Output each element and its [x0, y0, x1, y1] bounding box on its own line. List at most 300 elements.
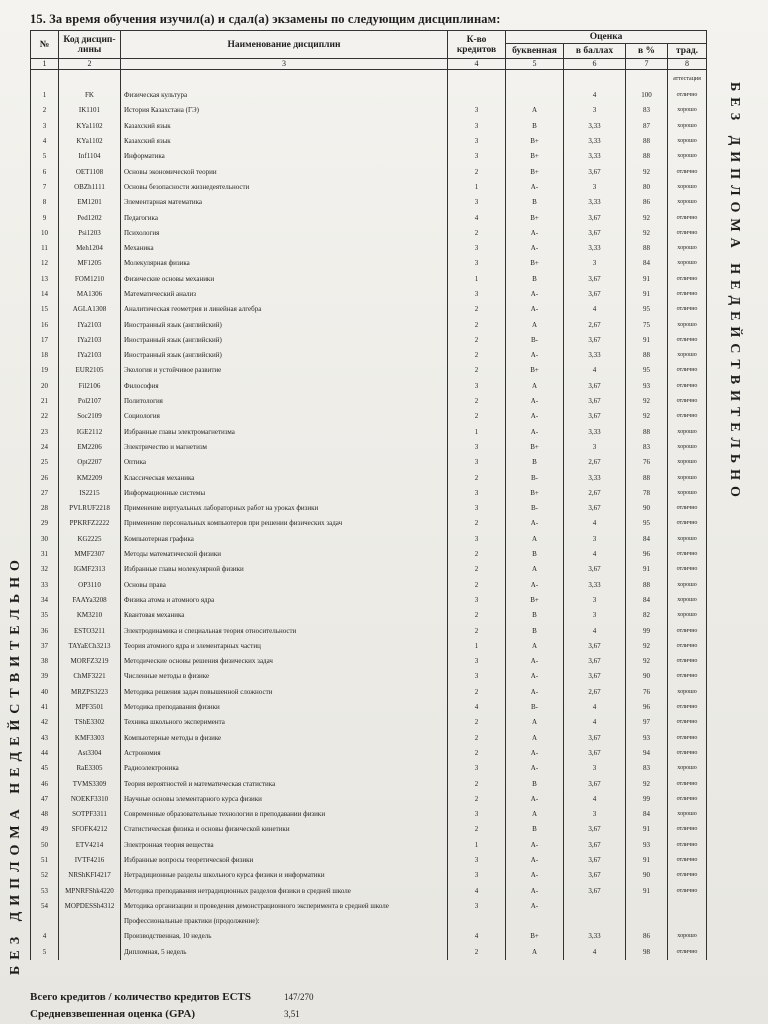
- traditional-grade: хорошо: [668, 195, 707, 210]
- letter-grade: A-: [506, 792, 564, 807]
- letter-grade: B: [506, 776, 564, 791]
- header-num: №: [31, 31, 59, 59]
- discipline-code: IYa2103: [59, 348, 121, 363]
- points-grade: [564, 70, 626, 89]
- traditional-grade: хорошо: [668, 149, 707, 164]
- header-code: Код дисцип-лины: [59, 31, 121, 59]
- points-grade: 4: [564, 623, 626, 638]
- header-index: 3: [121, 59, 448, 70]
- points-grade: 3,33: [564, 241, 626, 256]
- discipline-code: FK: [59, 88, 121, 103]
- discipline-name: Основы права: [121, 578, 448, 593]
- discipline-name: Электродинамика и специальная теория относительности: [121, 623, 448, 638]
- points-grade: 3,67: [564, 776, 626, 791]
- header-credits: К-во кредитов: [448, 31, 506, 59]
- discipline-name: Избранные вопросы теоретической физики: [121, 853, 448, 868]
- traditional-grade: отлично: [668, 501, 707, 516]
- row-number: 34: [31, 593, 59, 608]
- row-number: 14: [31, 287, 59, 302]
- table-row: [31, 516, 707, 531]
- discipline-code: KYa1102: [59, 119, 121, 134]
- table-row: [31, 639, 707, 654]
- letter-grade: A: [506, 532, 564, 547]
- header-letter: буквенная: [506, 44, 564, 59]
- traditional-grade: отлично: [668, 88, 707, 103]
- discipline-code: MF1205: [59, 256, 121, 271]
- letter-grade: A-: [506, 746, 564, 761]
- discipline-code: AGLA1308: [59, 302, 121, 317]
- percent-grade: 92: [626, 164, 668, 179]
- credits-cell: 4: [448, 210, 506, 225]
- traditional-grade: отлично: [668, 394, 707, 409]
- row-number: [31, 70, 59, 89]
- traditional-grade: хорошо: [668, 134, 707, 149]
- side-watermark-right: БЕЗ ДИПЛОМА НЕДЕЙСТВИТЕЛЬНО: [727, 82, 742, 503]
- header-index: 7: [626, 59, 668, 70]
- discipline-name: Применение виртуальных лабораторных работ на уроках физики: [121, 501, 448, 516]
- discipline-code: IVTF4216: [59, 853, 121, 868]
- credits-cell: 3: [448, 761, 506, 776]
- percent-grade: 78: [626, 486, 668, 501]
- row-number: 41: [31, 700, 59, 715]
- discipline-code: FAAYa3208: [59, 593, 121, 608]
- traditional-grade: хорошо: [668, 348, 707, 363]
- traditional-grade: хорошо: [668, 807, 707, 822]
- row-number: 42: [31, 715, 59, 730]
- percent-grade: 90: [626, 868, 668, 883]
- row-number: 5: [31, 945, 59, 960]
- header-index: 6: [564, 59, 626, 70]
- discipline-code: TAYaECh3213: [59, 639, 121, 654]
- percent-grade: 91: [626, 562, 668, 577]
- points-grade: 2,67: [564, 455, 626, 470]
- discipline-code: IS2215: [59, 486, 121, 501]
- letter-grade: A-: [506, 868, 564, 883]
- table-row: [31, 547, 707, 562]
- letter-grade: B+: [506, 164, 564, 179]
- percent-grade: 83: [626, 761, 668, 776]
- discipline-name: Физическая культура: [121, 88, 448, 103]
- credits-cell: 3: [448, 287, 506, 302]
- percent-grade: 86: [626, 929, 668, 944]
- letter-grade: B: [506, 195, 564, 210]
- row-number: 2: [31, 103, 59, 118]
- discipline-name: Теория вероятностей и математическая статистика: [121, 776, 448, 791]
- percent-grade: 91: [626, 272, 668, 287]
- credits-cell: 3: [448, 486, 506, 501]
- points-grade: 3: [564, 103, 626, 118]
- letter-grade: B+: [506, 486, 564, 501]
- letter-grade: B+: [506, 929, 564, 944]
- traditional-grade: отлично: [668, 164, 707, 179]
- discipline-name: Основы безопасности жизнедеятельности: [121, 180, 448, 195]
- discipline-code: EM2206: [59, 440, 121, 455]
- table-row: [31, 210, 707, 225]
- row-number: 52: [31, 868, 59, 883]
- credits-cell: 3: [448, 501, 506, 516]
- points-grade: 3,67: [564, 669, 626, 684]
- traditional-grade: хорошо: [668, 455, 707, 470]
- letter-grade: A: [506, 317, 564, 332]
- traditional-grade: хорошо: [668, 929, 707, 944]
- percent-grade: 76: [626, 455, 668, 470]
- row-number: 31: [31, 547, 59, 562]
- letter-grade: B-: [506, 333, 564, 348]
- row-number: 22: [31, 409, 59, 424]
- points-grade: 3: [564, 761, 626, 776]
- percent-grade: 95: [626, 363, 668, 378]
- row-number: 6: [31, 164, 59, 179]
- table-row: [31, 440, 707, 455]
- discipline-name: Астрономия: [121, 746, 448, 761]
- discipline-name: Классическая механика: [121, 470, 448, 485]
- credits-cell: 2: [448, 715, 506, 730]
- points-grade: 3,67: [564, 409, 626, 424]
- row-number: 30: [31, 532, 59, 547]
- credits-cell: 2: [448, 363, 506, 378]
- credits-cell: 2: [448, 608, 506, 623]
- gpa-label: Средневзвешенная оценка (GPA): [30, 1008, 196, 1020]
- traditional-grade: хорошо: [668, 425, 707, 440]
- points-grade: 3: [564, 532, 626, 547]
- points-grade: [564, 899, 626, 914]
- percent-grade: 92: [626, 654, 668, 669]
- discipline-name: Квантовая механика: [121, 608, 448, 623]
- credits-cell: 3: [448, 241, 506, 256]
- discipline-name: Применение персональных компьютеров при решении физических задач: [121, 516, 448, 531]
- header-trad: трад.: [668, 44, 707, 59]
- row-number: 1: [31, 88, 59, 103]
- credits-cell: 1: [448, 180, 506, 195]
- row-number: 29: [31, 516, 59, 531]
- table-row: [31, 945, 707, 960]
- percent-grade: 83: [626, 440, 668, 455]
- table-row: [31, 792, 707, 807]
- discipline-code: SFOFK4212: [59, 822, 121, 837]
- table-row: [31, 807, 707, 822]
- letter-grade: B: [506, 608, 564, 623]
- percent-grade: 100: [626, 88, 668, 103]
- traditional-grade: отлично: [668, 302, 707, 317]
- row-number: 16: [31, 317, 59, 332]
- discipline-name: Философия: [121, 379, 448, 394]
- discipline-code: TVMS3309: [59, 776, 121, 791]
- traditional-grade: хорошо: [668, 685, 707, 700]
- traditional-grade: отлично: [668, 883, 707, 898]
- traditional-grade: отлично: [668, 562, 707, 577]
- traditional-grade: отлично: [668, 333, 707, 348]
- percent-grade: 88: [626, 134, 668, 149]
- points-grade: 3,67: [564, 730, 626, 745]
- row-number: [31, 914, 59, 929]
- points-grade: 4: [564, 547, 626, 562]
- discipline-name: Иностранный язык (английский): [121, 348, 448, 363]
- row-number: 9: [31, 210, 59, 225]
- header-index: 8: [668, 59, 707, 70]
- discipline-code: [59, 914, 121, 929]
- discipline-name: Математический анализ: [121, 287, 448, 302]
- row-number: 45: [31, 761, 59, 776]
- traditional-grade: отлично: [668, 210, 707, 225]
- percent-grade: [626, 899, 668, 914]
- points-grade: 3,67: [564, 822, 626, 837]
- letter-grade: A-: [506, 241, 564, 256]
- discipline-code: [59, 945, 121, 960]
- row-number: 39: [31, 669, 59, 684]
- discipline-name: Методика преподавания физики: [121, 700, 448, 715]
- discipline-code: KG2225: [59, 532, 121, 547]
- points-grade: 3,67: [564, 394, 626, 409]
- letter-grade: A: [506, 730, 564, 745]
- percent-grade: 92: [626, 639, 668, 654]
- discipline-code: Opt2207: [59, 455, 121, 470]
- points-grade: 3: [564, 593, 626, 608]
- discipline-code: NRShKFI4217: [59, 868, 121, 883]
- traditional-grade: хорошо: [668, 256, 707, 271]
- letter-grade: A-: [506, 348, 564, 363]
- percent-grade: 88: [626, 348, 668, 363]
- table-row: [31, 363, 707, 378]
- discipline-code: KMF3303: [59, 730, 121, 745]
- table-row: [31, 470, 707, 485]
- percent-grade: 76: [626, 685, 668, 700]
- discipline-code: PVLRUF2218: [59, 501, 121, 516]
- credits-cell: 2: [448, 562, 506, 577]
- discipline-code: MPNRFShk4220: [59, 883, 121, 898]
- credits-cell: 3: [448, 195, 506, 210]
- credits-cell: 3: [448, 853, 506, 868]
- points-grade: 3,33: [564, 578, 626, 593]
- letter-grade: A-: [506, 180, 564, 195]
- row-number: 25: [31, 455, 59, 470]
- table-row: [31, 868, 707, 883]
- discipline-name: Информационные системы: [121, 486, 448, 501]
- points-grade: 3: [564, 180, 626, 195]
- traditional-grade: [668, 914, 707, 929]
- row-number: 37: [31, 639, 59, 654]
- points-grade: 4: [564, 363, 626, 378]
- row-number: 4: [31, 134, 59, 149]
- credits-cell: 2: [448, 578, 506, 593]
- discipline-name: Методы математической физики: [121, 547, 448, 562]
- row-number: 51: [31, 853, 59, 868]
- row-number: 53: [31, 883, 59, 898]
- table-row: [31, 838, 707, 853]
- credits-cell: [448, 914, 506, 929]
- percent-grade: 92: [626, 210, 668, 225]
- traditional-grade: отлично: [668, 409, 707, 424]
- row-number: 15: [31, 302, 59, 317]
- credits-cell: 2: [448, 409, 506, 424]
- discipline-name: Нетрадиционные разделы школьного курса физики и информатики: [121, 868, 448, 883]
- credits-cell: 3: [448, 868, 506, 883]
- row-number: 32: [31, 562, 59, 577]
- points-grade: 3,67: [564, 501, 626, 516]
- header-index: 2: [59, 59, 121, 70]
- row-number: 10: [31, 226, 59, 241]
- credits-cell: 2: [448, 394, 506, 409]
- table-row: [31, 776, 707, 791]
- table-row: [31, 562, 707, 577]
- discipline-code: PPKRFZ2222: [59, 516, 121, 531]
- discipline-name: Компьютерные методы в физике: [121, 730, 448, 745]
- points-grade: 3,67: [564, 883, 626, 898]
- percent-grade: 84: [626, 256, 668, 271]
- table-row: [31, 226, 707, 241]
- discipline-name: Основы экономической теории: [121, 164, 448, 179]
- letter-grade: B+: [506, 134, 564, 149]
- traditional-grade: хорошо: [668, 486, 707, 501]
- points-grade: 3: [564, 256, 626, 271]
- row-number: 28: [31, 501, 59, 516]
- row-number: 38: [31, 654, 59, 669]
- table-row: [31, 822, 707, 837]
- traditional-grade: отлично: [668, 822, 707, 837]
- total-credits-label: Всего кредитов / количество кредитов ECTS: [30, 991, 251, 1003]
- traditional-grade: отлично: [668, 363, 707, 378]
- letter-grade: B: [506, 272, 564, 287]
- letter-grade: A: [506, 715, 564, 730]
- traditional-grade: отлично: [668, 792, 707, 807]
- letter-grade: A-: [506, 302, 564, 317]
- discipline-name: Электронная теория вещества: [121, 838, 448, 853]
- percent-grade: 94: [626, 746, 668, 761]
- percent-grade: [626, 70, 668, 89]
- percent-grade: 96: [626, 700, 668, 715]
- percent-grade: 91: [626, 883, 668, 898]
- traditional-grade: отлично: [668, 838, 707, 853]
- row-number: 36: [31, 623, 59, 638]
- discipline-name: Казахский язык: [121, 134, 448, 149]
- traditional-grade: хорошо: [668, 761, 707, 776]
- row-number: 19: [31, 363, 59, 378]
- row-number: 17: [31, 333, 59, 348]
- percent-grade: 84: [626, 593, 668, 608]
- points-grade: 3: [564, 440, 626, 455]
- discipline-name: Статистическая физика и основы физической кинетики: [121, 822, 448, 837]
- letter-grade: B-: [506, 700, 564, 715]
- discipline-name: Радиоэлектроника: [121, 761, 448, 776]
- points-grade: 3,33: [564, 134, 626, 149]
- letter-grade: [506, 88, 564, 103]
- row-number: 44: [31, 746, 59, 761]
- traditional-grade: отлично: [668, 226, 707, 241]
- table-row: [31, 746, 707, 761]
- table-row: [31, 70, 707, 89]
- discipline-code: IGE2112: [59, 425, 121, 440]
- credits-cell: 2: [448, 822, 506, 837]
- section-heading: 15. За время обучения изучил(а) и сдал(а) экзамены по следующим дисциплинам:: [30, 12, 501, 26]
- table-row: [31, 685, 707, 700]
- table-row: [31, 287, 707, 302]
- credits-cell: 2: [448, 746, 506, 761]
- credits-cell: 3: [448, 593, 506, 608]
- points-grade: 4: [564, 945, 626, 960]
- discipline-code: Ped1202: [59, 210, 121, 225]
- letter-grade: A-: [506, 394, 564, 409]
- percent-grade: 84: [626, 532, 668, 547]
- points-grade: 3,33: [564, 929, 626, 944]
- table-body: [31, 70, 707, 960]
- percent-grade: 90: [626, 669, 668, 684]
- table-row: [31, 715, 707, 730]
- row-number: 27: [31, 486, 59, 501]
- traditional-grade: аттестация: [668, 70, 707, 89]
- points-grade: 3,33: [564, 348, 626, 363]
- table-row: [31, 164, 707, 179]
- discipline-name: Методические основы решения физических задач: [121, 654, 448, 669]
- percent-grade: 91: [626, 822, 668, 837]
- points-grade: 4: [564, 700, 626, 715]
- letter-grade: A-: [506, 409, 564, 424]
- row-number: 13: [31, 272, 59, 287]
- credits-cell: 1: [448, 639, 506, 654]
- percent-grade: 96: [626, 547, 668, 562]
- points-grade: 3,67: [564, 654, 626, 669]
- discipline-name: Политология: [121, 394, 448, 409]
- traditional-grade: хорошо: [668, 103, 707, 118]
- discipline-name: Методика решения задач повышенной сложности: [121, 685, 448, 700]
- table-row: [31, 241, 707, 256]
- points-grade: 3,67: [564, 287, 626, 302]
- points-grade: 3,67: [564, 562, 626, 577]
- points-grade: 2,67: [564, 486, 626, 501]
- traditional-grade: отлично: [668, 700, 707, 715]
- discipline-name: Научные основы элементарного курса физики: [121, 792, 448, 807]
- traditional-grade: отлично: [668, 516, 707, 531]
- credits-cell: 3: [448, 134, 506, 149]
- percent-grade: 84: [626, 807, 668, 822]
- letter-grade: A-: [506, 685, 564, 700]
- traditional-grade: хорошо: [668, 119, 707, 134]
- discipline-name: Теория атомного ядра и элементарных частиц: [121, 639, 448, 654]
- discipline-code: IYa2103: [59, 333, 121, 348]
- row-number: 33: [31, 578, 59, 593]
- credits-cell: 2: [448, 470, 506, 485]
- traditional-grade: хорошо: [668, 180, 707, 195]
- table-row: [31, 272, 707, 287]
- discipline-name: Современные образовательные технологии в преподавании физики: [121, 807, 448, 822]
- discipline-name: Элементарная математика: [121, 195, 448, 210]
- row-number: 49: [31, 822, 59, 837]
- letter-grade: A: [506, 807, 564, 822]
- letter-grade: B: [506, 547, 564, 562]
- credits-cell: 1: [448, 272, 506, 287]
- discipline-code: IK1101: [59, 103, 121, 118]
- points-grade: 3,67: [564, 272, 626, 287]
- points-grade: 2,67: [564, 685, 626, 700]
- traditional-grade: хорошо: [668, 578, 707, 593]
- header-index: 4: [448, 59, 506, 70]
- letter-grade: A: [506, 379, 564, 394]
- table-row: [31, 88, 707, 103]
- credits-cell: 3: [448, 379, 506, 394]
- table-row: [31, 501, 707, 516]
- credits-cell: 3: [448, 119, 506, 134]
- traditional-grade: отлично: [668, 669, 707, 684]
- credits-cell: 2: [448, 623, 506, 638]
- percent-grade: 99: [626, 792, 668, 807]
- row-number: 18: [31, 348, 59, 363]
- discipline-name: Профессиональные практики (продолжение):: [121, 914, 448, 929]
- table-row: [31, 578, 707, 593]
- credits-cell: 2: [448, 516, 506, 531]
- credits-cell: [448, 70, 506, 89]
- percent-grade: 90: [626, 501, 668, 516]
- letter-grade: A-: [506, 883, 564, 898]
- percent-grade: [626, 914, 668, 929]
- letter-grade: B: [506, 623, 564, 638]
